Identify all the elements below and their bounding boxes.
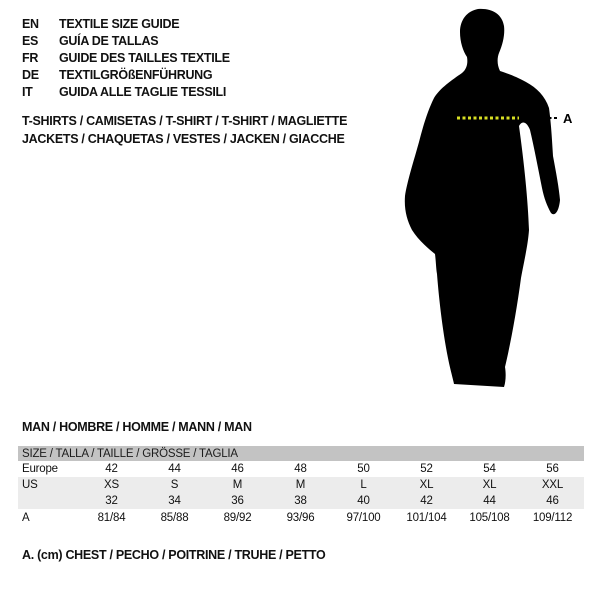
cell-num-4: 38 — [294, 495, 307, 507]
size-table-header-label: SIZE / TALLA / TAILLE / GRÖSSE / TAGLIA — [22, 447, 238, 460]
man-silhouette — [405, 9, 560, 387]
cell-num-6: 42 — [420, 495, 433, 507]
size-table-header-row — [18, 446, 584, 461]
cell-europe-6: 52 — [420, 463, 433, 475]
cell-num-5: 40 — [357, 495, 370, 507]
measurement-footnote: A. (cm) CHEST / PECHO / POITRINE / TRUHE / PETTO — [22, 548, 326, 562]
cell-us-6: XL — [419, 479, 434, 491]
size-table-container — [18, 446, 584, 527]
measure-label-a: A — [563, 111, 573, 126]
lang-row-de — [22, 66, 230, 83]
cell-a-5: 97/100 — [346, 512, 381, 524]
lang-label-it: GUIDA ALLE TAGLIE TESSILI — [59, 84, 227, 99]
lang-label-es: GUÍA DE TALLAS — [59, 33, 159, 48]
cell-europe-8: 56 — [546, 463, 559, 475]
lang-row-es — [22, 32, 230, 49]
category-tshirts: T-SHIRTS / CAMISETAS / T-SHIRT / T-SHIRT / MAGLIETTE — [22, 114, 348, 128]
lang-code-es: ES — [22, 33, 39, 48]
cell-us-4: M — [295, 479, 306, 491]
cell-europe-3: 46 — [231, 463, 244, 475]
table-row-europe — [18, 461, 584, 477]
lang-label-en: TEXTILE SIZE GUIDE — [59, 16, 180, 31]
cell-a-7: 105/108 — [469, 512, 510, 524]
cell-a-4: 93/96 — [286, 512, 315, 524]
table-row-chest-a — [18, 509, 584, 527]
man-silhouette-figure — [393, 0, 593, 400]
cell-a-2: 85/88 — [160, 512, 189, 524]
lang-code-fr: FR — [22, 50, 39, 65]
row-label-numeric — [18, 493, 80, 509]
cell-num-8: 46 — [546, 495, 559, 507]
cell-europe-4: 48 — [294, 463, 307, 475]
cell-num-2: 34 — [168, 495, 181, 507]
cell-europe-5: 50 — [357, 463, 370, 475]
lang-code-en: EN — [22, 16, 39, 31]
cell-us-5: L — [360, 479, 367, 491]
cell-us-3: M — [232, 479, 243, 491]
cell-a-8: 109/112 — [532, 512, 573, 524]
section-title-man: MAN / HOMBRE / HOMME / MANN / MAN — [22, 420, 252, 434]
lang-label-fr: GUIDE DES TAILLES TEXTILE — [59, 50, 230, 65]
cell-europe-2: 44 — [168, 463, 181, 475]
table-row-numeric — [18, 493, 584, 509]
cell-a-6: 101/104 — [406, 512, 447, 524]
cell-us-2: S — [170, 479, 179, 491]
lang-row-en — [22, 15, 230, 32]
category-jackets: JACKETS / CHAQUETAS / VESTES / JACKEN / GIACCHE — [22, 132, 345, 146]
cell-europe-7: 54 — [483, 463, 496, 475]
cell-us-1: XS — [104, 479, 119, 491]
cell-europe-1: 42 — [105, 463, 118, 475]
lang-code-de: DE — [22, 67, 39, 82]
cell-num-3: 36 — [231, 495, 244, 507]
lang-code-it: IT — [22, 84, 33, 99]
cell-num-1: 32 — [105, 495, 118, 507]
cell-us-7: XL — [482, 479, 497, 491]
row-label-a: A — [22, 512, 30, 524]
lang-label-de: TEXTILGRÖßENFÜHRUNG — [59, 67, 213, 82]
size-table — [18, 446, 584, 527]
language-title-block — [22, 15, 230, 100]
cell-us-8: XXL — [541, 479, 564, 491]
cell-a-3: 89/92 — [223, 512, 252, 524]
garment-categories — [22, 112, 347, 148]
cell-a-1: 81/84 — [97, 512, 126, 524]
table-row-us — [18, 477, 584, 493]
lang-row-it — [22, 83, 230, 100]
lang-row-fr — [22, 49, 230, 66]
cell-num-7: 44 — [483, 495, 496, 507]
row-label-europe: Europe — [22, 463, 58, 475]
row-label-us: US — [22, 479, 38, 491]
